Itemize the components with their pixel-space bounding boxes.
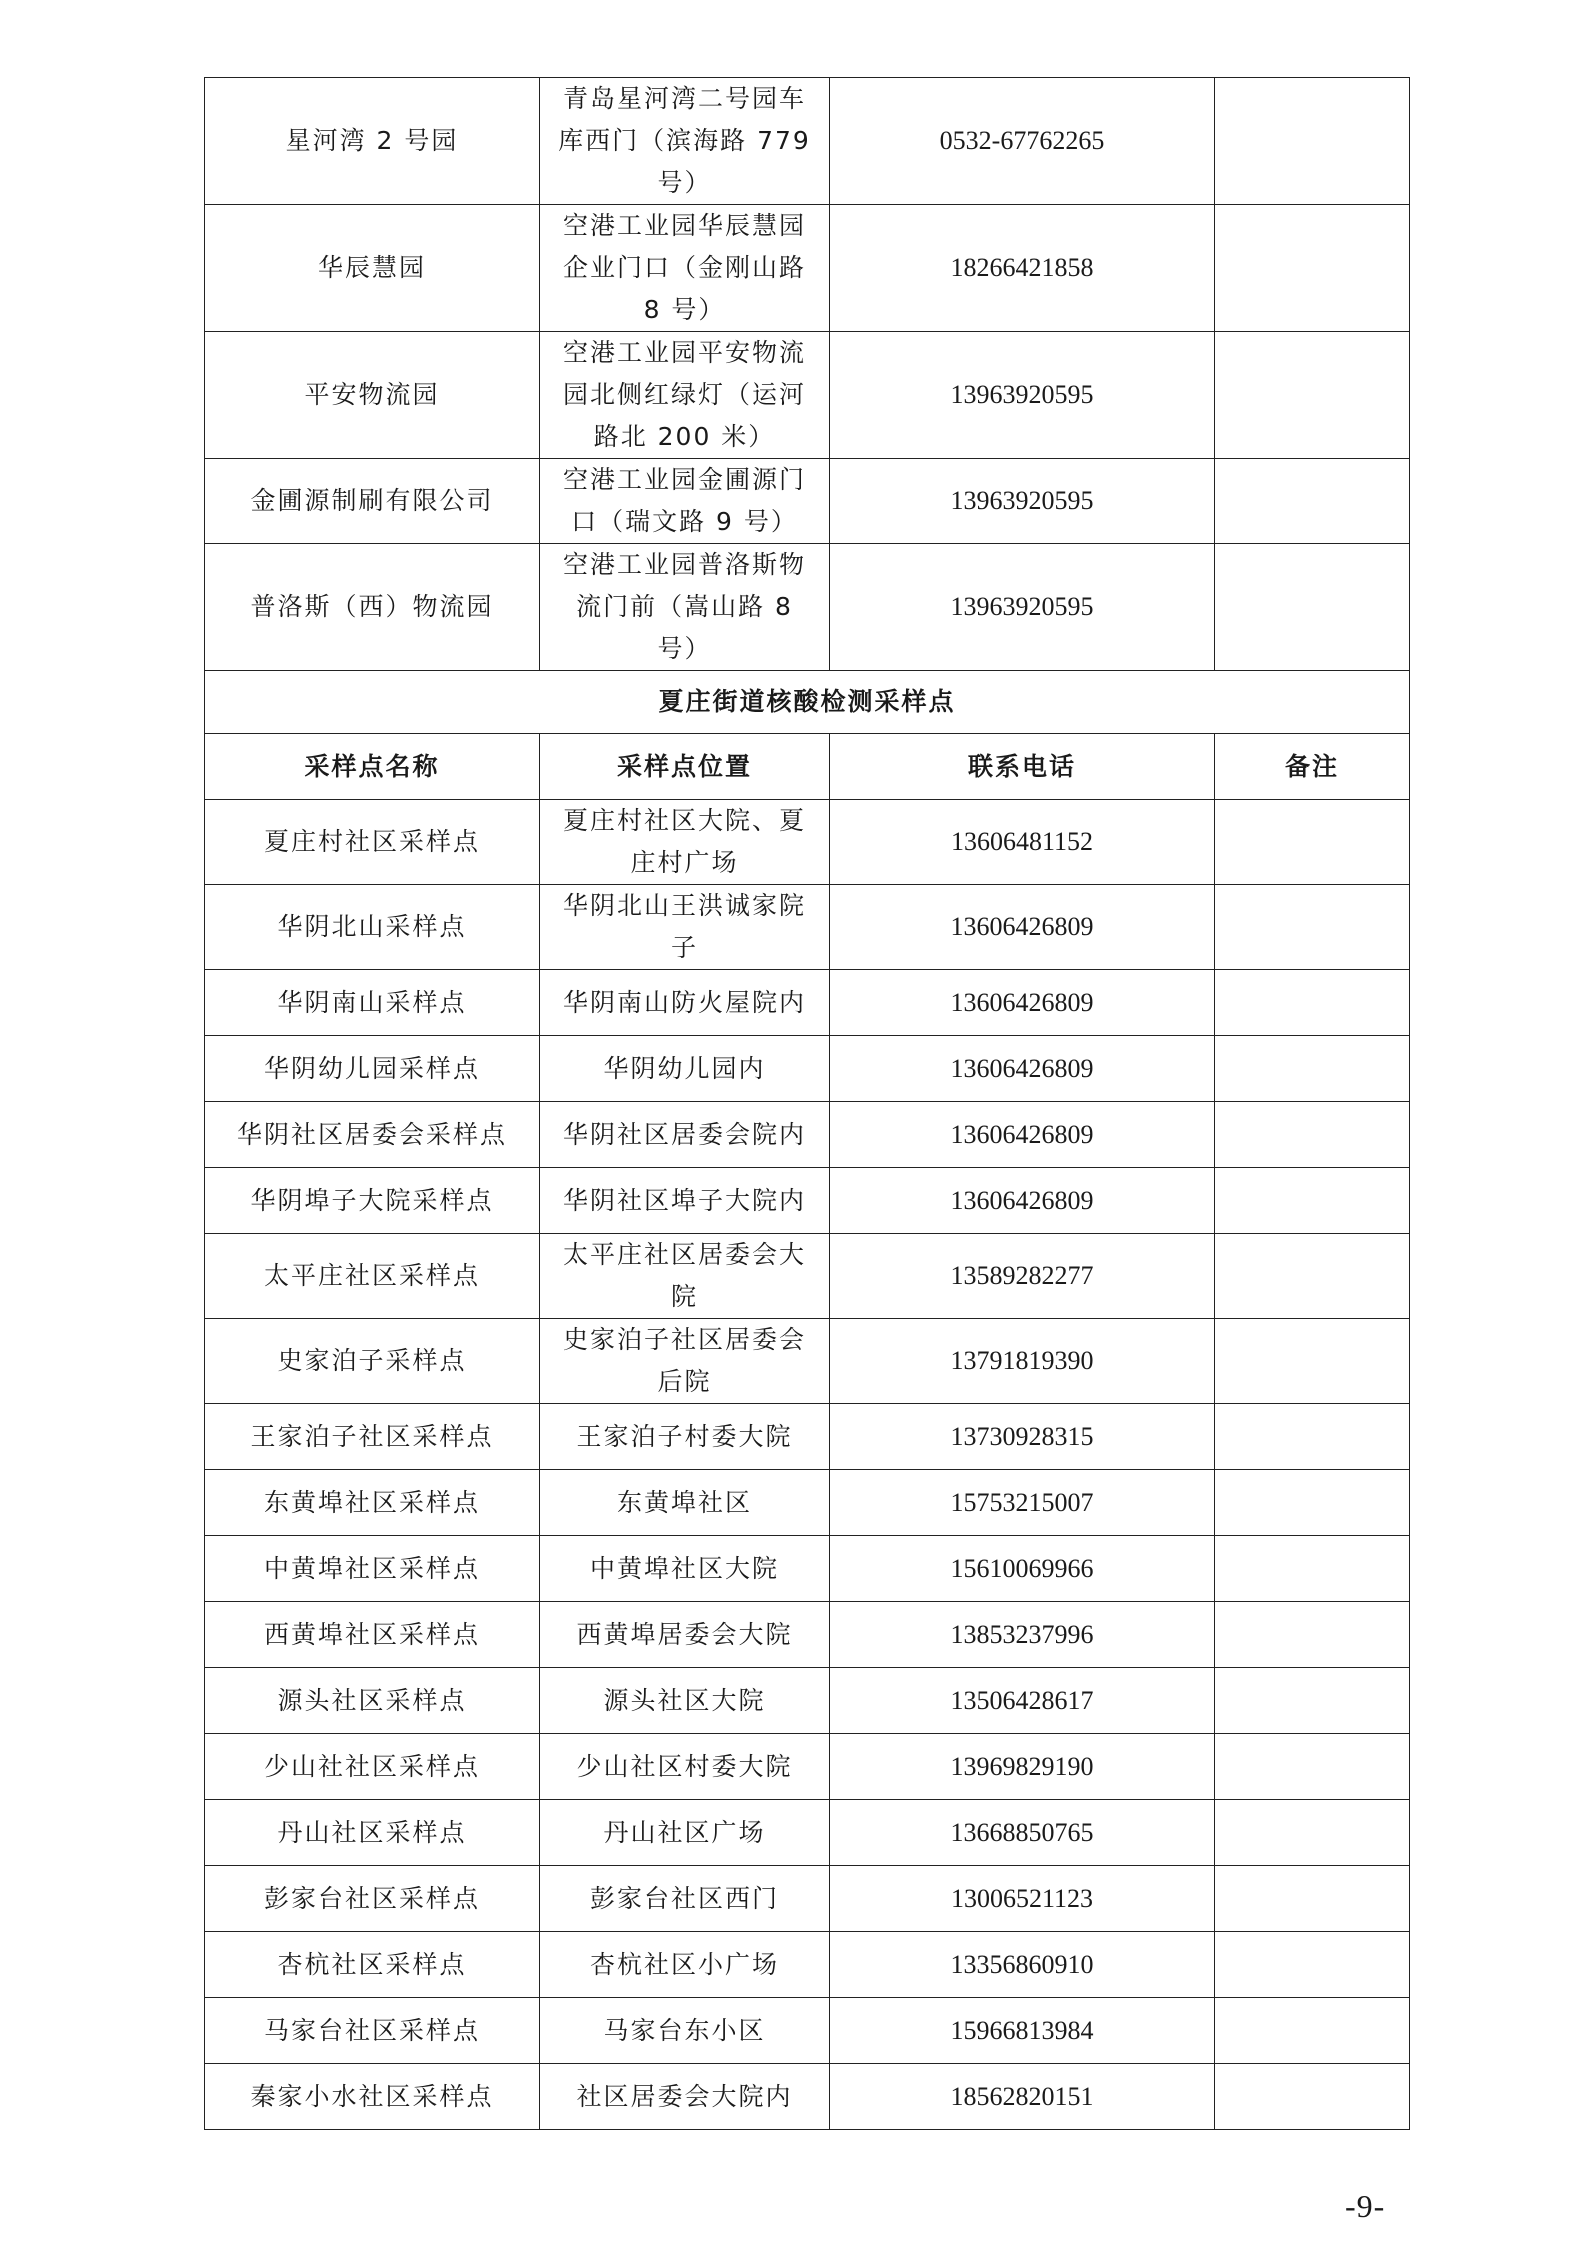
cell-name: 星河湾 2 号园 [205,78,540,205]
table-row [205,800,1410,885]
cell-name: 平安物流园 [205,332,540,459]
section-title: 夏庄街道核酸检测采样点 [205,671,1410,734]
cell-location: 华阴幼儿园内 [540,1036,830,1102]
header-note: 备注 [1215,734,1410,800]
cell-name: 华阴南山采样点 [205,970,540,1036]
cell-phone: 13853237996 [830,1602,1215,1668]
cell-name: 西黄埠社区采样点 [205,1602,540,1668]
table-row [205,1602,1410,1668]
cell-location: 太平庄社区居委会大院 [540,1234,830,1319]
cell-phone: 13969829190 [830,1734,1215,1800]
cell-name: 华阴社区居委会采样点 [205,1102,540,1168]
table-row [205,1234,1410,1319]
cell-location: 西黄埠居委会大院 [540,1602,830,1668]
table-row [205,78,1410,205]
header-phone: 联系电话 [830,734,1215,800]
cell-note [1215,1234,1410,1319]
cell-name: 少山社社区采样点 [205,1734,540,1800]
cell-note [1215,544,1410,671]
cell-phone: 13963920595 [830,332,1215,459]
cell-note [1215,205,1410,332]
cell-note [1215,1668,1410,1734]
section-title-row [205,671,1410,734]
sampling-rows [205,800,1410,2130]
cell-location: 马家台东小区 [540,1998,830,2064]
cell-location: 杏杭社区小广场 [540,1932,830,1998]
cell-phone: 13606481152 [830,800,1215,885]
sampling-points-table [204,77,1410,2130]
cell-location: 彭家台社区西门 [540,1866,830,1932]
cell-note [1215,1932,1410,1998]
cell-phone: 15966813984 [830,1998,1215,2064]
cell-note [1215,1866,1410,1932]
cell-note [1215,1102,1410,1168]
cell-name: 华阴北山采样点 [205,885,540,970]
cell-location: 空港工业园普洛斯物流门前（嵩山路 8 号） [540,544,830,671]
cell-name: 王家泊子社区采样点 [205,1404,540,1470]
top-rows [205,78,1410,800]
cell-location: 空港工业园平安物流园北侧红绿灯（运河路北 200 米） [540,332,830,459]
cell-name: 马家台社区采样点 [205,1998,540,2064]
cell-name: 东黄埠社区采样点 [205,1470,540,1536]
table-row [205,332,1410,459]
cell-note [1215,1602,1410,1668]
cell-phone: 13730928315 [830,1404,1215,1470]
cell-name: 夏庄村社区采样点 [205,800,540,885]
cell-name: 普洛斯（西）物流园 [205,544,540,671]
cell-note [1215,1800,1410,1866]
cell-location: 青岛星河湾二号园车库西门（滨海路 779 号） [540,78,830,205]
cell-note [1215,78,1410,205]
cell-location: 华阴社区居委会院内 [540,1102,830,1168]
header-row [205,734,1410,800]
cell-phone: 13606426809 [830,1102,1215,1168]
cell-name: 中黄埠社区采样点 [205,1536,540,1602]
cell-location: 夏庄村社区大院、夏庄村广场 [540,800,830,885]
page-number: -9- [1345,2188,1386,2224]
cell-location: 少山社区村委大院 [540,1734,830,1800]
cell-name: 彭家台社区采样点 [205,1866,540,1932]
cell-phone: 0532-67762265 [830,78,1215,205]
table-row [205,970,1410,1036]
table-row [205,1168,1410,1234]
cell-location: 华阴社区埠子大院内 [540,1168,830,1234]
cell-name: 华辰慧园 [205,205,540,332]
table-row [205,1319,1410,1404]
cell-phone: 13506428617 [830,1668,1215,1734]
header-name: 采样点名称 [205,734,540,800]
cell-phone: 13589282277 [830,1234,1215,1319]
cell-name: 杏杭社区采样点 [205,1932,540,1998]
cell-phone: 13606426809 [830,1036,1215,1102]
cell-phone: 13963920595 [830,544,1215,671]
cell-name: 秦家小水社区采样点 [205,2064,540,2130]
cell-note [1215,1734,1410,1800]
table-row [205,544,1410,671]
cell-location: 史家泊子社区居委会后院 [540,1319,830,1404]
cell-note [1215,459,1410,544]
cell-name: 金圃源制刷有限公司 [205,459,540,544]
table-row [205,1036,1410,1102]
cell-note [1215,1470,1410,1536]
cell-phone: 13356860910 [830,1932,1215,1998]
cell-note [1215,970,1410,1036]
cell-location: 华阴北山王洪诚家院子 [540,885,830,970]
cell-phone: 13668850765 [830,1800,1215,1866]
cell-phone: 13606426809 [830,885,1215,970]
cell-note [1215,1404,1410,1470]
table-row [205,885,1410,970]
table-row [205,1866,1410,1932]
cell-note [1215,800,1410,885]
cell-location: 中黄埠社区大院 [540,1536,830,1602]
cell-phone: 13006521123 [830,1866,1215,1932]
cell-phone: 13606426809 [830,1168,1215,1234]
cell-location: 华阴南山防火屋院内 [540,970,830,1036]
cell-note [1215,1319,1410,1404]
cell-location: 王家泊子村委大院 [540,1404,830,1470]
cell-phone: 15753215007 [830,1470,1215,1536]
table-row [205,2064,1410,2130]
cell-location: 东黄埠社区 [540,1470,830,1536]
cell-name: 太平庄社区采样点 [205,1234,540,1319]
header-location: 采样点位置 [540,734,830,800]
cell-note [1215,885,1410,970]
cell-name: 丹山社区采样点 [205,1800,540,1866]
cell-name: 华阴埠子大院采样点 [205,1168,540,1234]
table-row [205,459,1410,544]
cell-phone: 13963920595 [830,459,1215,544]
cell-note [1215,1536,1410,1602]
cell-note [1215,1168,1410,1234]
cell-name: 史家泊子采样点 [205,1319,540,1404]
cell-name: 华阴幼儿园采样点 [205,1036,540,1102]
cell-note [1215,1998,1410,2064]
cell-note [1215,332,1410,459]
cell-location: 空港工业园金圃源门口（瑞文路 9 号） [540,459,830,544]
cell-phone: 18562820151 [830,2064,1215,2130]
table-row [205,1800,1410,1866]
table-row [205,1998,1410,2064]
cell-phone: 13791819390 [830,1319,1215,1404]
table-row [205,1734,1410,1800]
cell-phone: 15610069966 [830,1536,1215,1602]
table-row [205,1102,1410,1168]
table-row [205,1536,1410,1602]
cell-phone: 13606426809 [830,970,1215,1036]
table-row [205,1470,1410,1536]
cell-phone: 18266421858 [830,205,1215,332]
cell-location: 社区居委会大院内 [540,2064,830,2130]
cell-note [1215,2064,1410,2130]
cell-note [1215,1036,1410,1102]
cell-name: 源头社区采样点 [205,1668,540,1734]
table-row [205,1404,1410,1470]
table-row [205,1932,1410,1998]
cell-location: 源头社区大院 [540,1668,830,1734]
cell-location: 空港工业园华辰慧园企业门口（金刚山路 8 号） [540,205,830,332]
table-row [205,1668,1410,1734]
table-row [205,205,1410,332]
cell-location: 丹山社区广场 [540,1800,830,1866]
